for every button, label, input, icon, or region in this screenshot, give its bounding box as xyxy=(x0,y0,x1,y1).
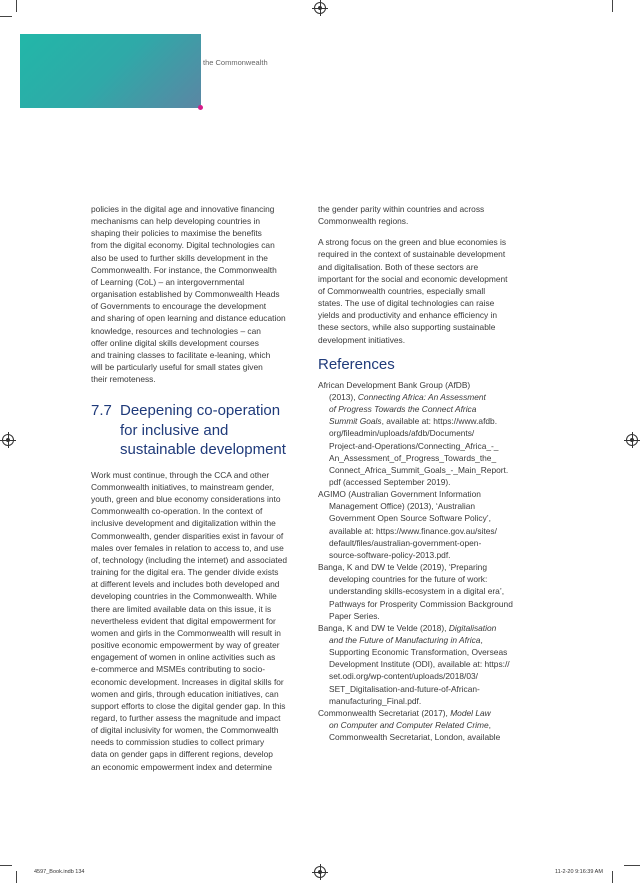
crop-mark xyxy=(624,865,640,866)
reference-entry: Banga, K and DW te Velde (2019), ‘Preparing developing countries for the future of work: understanding skills-ecosystem in a digital era’, Pathways for Prosperity Commission Background Paper Series. xyxy=(318,562,513,621)
crop-mark xyxy=(612,0,613,12)
banner-accent-dot xyxy=(198,105,203,110)
reference-entry: AGIMO (Australian Government Information Management Office) (2013), ‘Australian Government Open Source Software Policy’, available at: https://www.finance.gov.au/sites/ default/files/australian-government-open- source-software-policy-2013.pdf. xyxy=(318,489,497,560)
reference-entry: Banga, K and DW te Velde (2018), Digitalisation and the Future of Manufacturing in Africa, Supporting Economic Transformation, Overseas Development Institute (ODI), available at: https:// set.odi.org/wp-content/uploads/2018/03/ SET_Digitalisation-and-future-of-African- manufacturing_Final.pdf. xyxy=(318,622,510,706)
section-title: Deepening co-operation for inclusive and sustainable development xyxy=(120,402,286,459)
paragraph: A strong focus on the green and blue economies is required in the context of sustainable development and digitalisation. Both of these sectors are important for the social and economic development of Commonwealth countries, especially small states. The use of digital technologies can raise yields and productivity and enhance efficiency in these sectors, while also supporting sustainable development initiatives. xyxy=(318,237,508,345)
print-slug-right: 11-2-20 9:16:39 AM xyxy=(555,869,603,875)
header-banner xyxy=(20,34,201,108)
running-header: the Commonwealth xyxy=(203,58,268,67)
paragraph: the gender parity within countries and across Commonwealth regions. xyxy=(318,204,485,227)
crop-mark xyxy=(0,865,12,866)
paragraph: policies in the digital age and innovative financing mechanisms can help developing countries in shaping their policies to maximise the benefits from the digital economy. Digital technologies can also be used to further skills development in the Commonwealth. For instance, the Commonwealth of Learning (CoL) – an intergovernmental organisation established by Commonwealth Heads of Governments to encourage the development and sharing of open learning and distance education knowledge, resources and technologies – can offer online digital skills development courses and training classes to facilitate e-leaning, which will be particularly useful for small states given their remoteness. xyxy=(91,204,286,385)
crop-mark xyxy=(612,871,613,883)
right-column xyxy=(318,203,534,743)
registration-mark-icon xyxy=(626,434,638,446)
crop-mark xyxy=(16,0,17,12)
section-heading xyxy=(91,401,305,460)
print-slug-left: 4597_Book.indb 134 xyxy=(34,869,85,875)
registration-mark-icon xyxy=(314,2,326,14)
left-column xyxy=(91,203,305,773)
registration-mark-icon xyxy=(2,434,14,446)
reference-entry: African Development Bank Group (AfDB) (2013), Connecting Africa: An Assessment of Progress Towards the Connect Africa Summit Goals, available at: https://www.afdb. org/fileadmin/uploads/afdb/Documents/ Project-and-Operations/Connecting_Africa_-_ An_Assessment_of_Progress_Towards_the_ Connect_Africa_Summit_Goals_-_Main_Report. pdf (accessed September 2019). xyxy=(318,379,509,487)
crop-mark xyxy=(16,871,17,883)
section-number: 7.7 xyxy=(91,402,112,420)
registration-mark-icon xyxy=(314,866,326,878)
paragraph: Work must continue, through the CCA and other Commonwealth initiatives, to mainstream gender, youth, green and blue economy considerations into Commonwealth co-operation. In the context of inclusive development and digitalization within the Commonwealth, gender disparities exist in favour of males over females in relation to access to, and use of, technology (including the internet) and associated training for the digital era. The gender divide exists at different levels and includes both developed and developing countries in the Commonwealth. While there are limited available data on this issue, it is nevertheless evident that digital empowerment for women and girls in the Commonwealth will result in positive economic empowerment by way of greater engagement of women in online activities such as e-commerce and MSMEs contributing to socio- economic development. Increases in digital skills for women and girls, through education initiatives, can support efforts to close the digital gender gap. In this regard, to further assess the magnitude and impact of digital inclusivity for women, the Commonwealth needs to commission studies to collect primary data on gender gaps in different regions, develop an economic empowerment index and determine xyxy=(91,469,288,772)
reference-entry: Commonwealth Secretariat (2017), Model Law on Computer and Computer Related Crime, Commonwealth Secretariat, London, available xyxy=(318,707,501,743)
references-heading: References xyxy=(318,355,395,373)
crop-mark xyxy=(0,16,12,17)
